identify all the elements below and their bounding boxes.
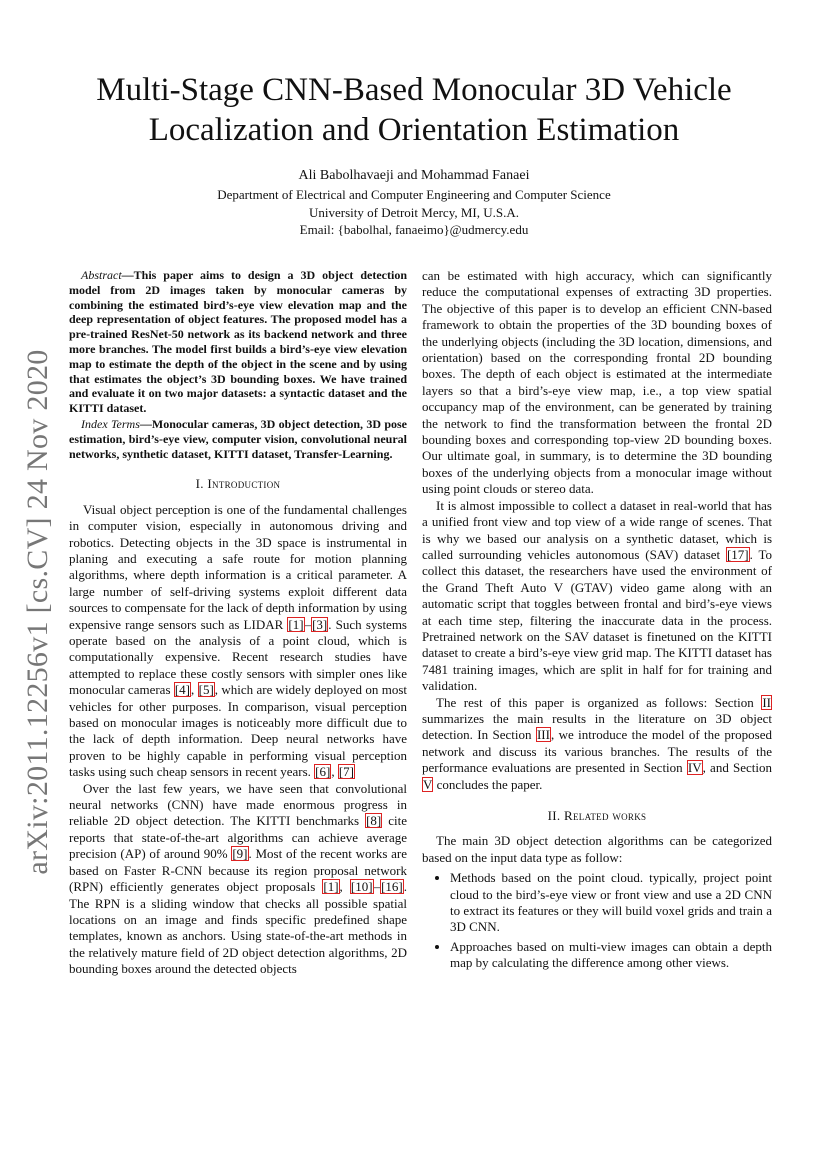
intro-paragraph: Visual object perception is one of the fundamental challenges in computer vision, especially in autonomous driving and robotics. Detecting objects in the 3D space is instrumental in planing and executing a safe route for motion planning algorithms, where depth information is a critical parameter. A large number of self-driving systems exploit different data sources to compensate for the lack of depth information by using expensive range sensors such as LIDAR [1]–[3]. Such systems operate based on the analysis of a point cloud, which is computationally expensive. Recent research studies have attempted to replace these costly sensors with simpler ones like monocular cameras [4], [5], which are widely deployed on most vehicles for other purposes. In comparison, visual perception based on monocular images is noticeably more difficult due to the lack of depth information. Deep neural networks have proven to be highly capable in performing visual perception tasks using such cheap sensors in recent years. [6], [7] <box>69 501 407 780</box>
intro-paragraph-continued: can be estimated with high accuracy, which can significantly reduce the computational expenses of extracting 3D properties. The objective of this paper is to develop an efficient CNN-based framework to obtain the properties of the 3D bounding boxes of the underlying objects (including the 3D location, dimensions, and orientation) based on the corresponding frontal 2D bounding boxes. The depth of each object is estimated at the intermediate layers so that a bird’s-eye view map, i.e., a top view spatial occupancy map of the environment, can be generated by training the network to find the transformation between the frontal 2D bounding boxes and corresponding top-view 2D bounding boxes. Our ultimate goal, in summary, is to determine the 3D bounding boxes of the underlying objects from a monocular image without using point clouds or stereo data. <box>422 268 772 497</box>
affiliation <box>0 186 828 239</box>
list-item: • Approaches based on multi-view images can obtain a depth map by calculating the difference among other views. <box>450 939 772 972</box>
citation-link[interactable]: [10] <box>350 879 373 895</box>
right-column <box>422 268 772 975</box>
index-terms <box>69 417 407 461</box>
section-link-iv[interactable]: IV <box>687 760 702 776</box>
citation-link[interactable]: [1] <box>288 616 304 632</box>
section-link-v[interactable]: V <box>423 776 433 792</box>
citation-link[interactable]: [1] <box>323 879 339 895</box>
abstract-text: —This paper aims to design a 3D object detection model from 2D images taken by monocular cameras by combining the estimated bird’s-eye view elevation map and the deep representation of object features. The proposed model has a pre-trained ResNet-50 network as its backend network and three more branches. The model first builds a bird’s-eye view elevation map to estimate the depth of the object in the scene and by using that estimates the object’s 3D bounding boxes. We have trained and evaluate it on two major datasets: a syntactic dataset and the KITTI dataset. <box>69 268 407 416</box>
method-list <box>422 870 772 971</box>
arxiv-stamp-text: arXiv:2011.12256v1 [cs.CV] 24 Nov 2020 <box>21 349 54 875</box>
citation-link[interactable]: [4] <box>174 682 191 698</box>
citation-link[interactable]: [5] <box>198 682 214 698</box>
affiliation-line: Department of Electrical and Computer Engineering and Computer Science <box>217 187 611 202</box>
section-heading-related-works: II. Related works <box>547 808 647 823</box>
affiliation-line: University of Detroit Mercy, MI, U.S.A. <box>308 204 519 220</box>
citation-link[interactable]: [17] <box>726 546 749 562</box>
dataset-paragraph: It is almost impossible to collect a dataset in real-world that has a unified front view and top view of a wide range of scenes. That is why we based our analysis on a synthetic dataset, which is called surrounding vehicles autonomous (SAV) dataset [17]. To collect this dataset, the researchers have used the environment of the Grand Theft Auto V (GTAV) video game along with an automatic script that toggles between frontal and bird’s-eye views at each time step, filtering the inaccurate data in the process. Pretrained network on the SAV dataset is finetuned on the KITTI dataset to create a bird’s-eye view grid map. The KITTI dataset has 7481 training images, which are split in half for for training and validation. <box>422 497 772 694</box>
related-paragraph: The main 3D object detection algorithms can be categorized based on the input data type as follow: <box>422 833 772 865</box>
citation-link[interactable]: [9] <box>232 846 248 862</box>
citation-link[interactable]: [16] <box>381 879 403 895</box>
section-heading-introduction: I. Introduction <box>195 476 281 492</box>
paper-title: Multi-Stage CNN-Based Monocular 3D Vehicle Localization and Orientation Estimation <box>96 72 732 148</box>
affiliation-email: Email: {babolhal, fanaeimo}@udmercy.edu <box>299 222 529 237</box>
index-terms-label: Index Terms <box>81 416 140 431</box>
citation-link[interactable]: [3] <box>312 616 328 632</box>
section-link-iii[interactable]: III <box>536 727 550 743</box>
arxiv-stamp <box>21 349 54 875</box>
intro-paragraph: Over the last few years, we have seen that convolutional neural networks (CNN) have made enormous progress in reliable 2D object detection. The KITTI benchmarks [8] cite reports that state-of-the-art algorithms can achieve average precision (AP) of around 90% [9]. Most of the recent works are based on Faster R-CNN because its region proposal network (RPN) efficiently generates object proposals [1], [10]–[16]. The RPN is a sliding window that checks all possible spatial locations on an image and finds specific predefined shape templates, known as anchors. Using state-of-the-art methods in the relatively mature field of 2D object detection algorithms, 2D bounding boxes around the detected objects <box>69 780 408 977</box>
left-column <box>69 268 407 978</box>
paper-authors: Ali Babolhavaeji and Mohammad Fanaei <box>298 168 530 183</box>
citation-link[interactable]: [8] <box>366 813 382 829</box>
section-link-ii[interactable]: II <box>762 694 771 710</box>
abstract-label: Abstract <box>81 268 122 282</box>
organization-paragraph: The rest of this paper is organized as follows: Section II summarizes the main results in the literature on 3D object detection. In Section III, we introduce the model of the proposed network and discuss its various branches. The results of the performance evaluations are presented in Section IV, and Section V concludes the paper. <box>422 694 773 792</box>
list-item: • Methods based on the point cloud. typically, project point cloud to the bird’s-eye view or front view and use a 2D CNN to extract its features or they will build voxel grids and train a 3D CNN. <box>450 870 772 936</box>
citation-link[interactable]: [7] <box>338 764 354 780</box>
index-terms-text: —Monocular cameras, 3D object detection, 3D pose estimation, bird’s-eye view, computer vision, convolutional neural networks, synthetic dataset, KITTI dataset, Transfer-Learning. <box>69 416 408 461</box>
abstract <box>69 268 407 416</box>
citation-link[interactable]: [6] <box>315 764 331 780</box>
